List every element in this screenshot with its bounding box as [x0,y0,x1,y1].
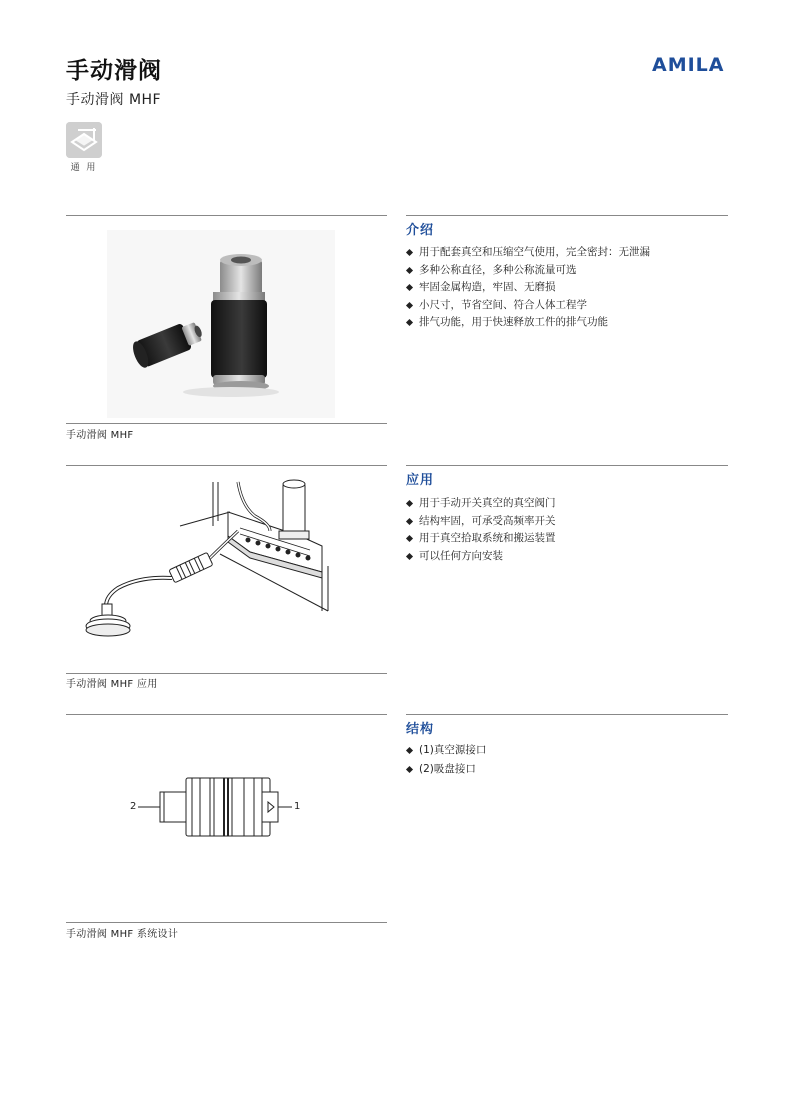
divider [406,465,728,466]
divider [406,215,728,216]
divider [66,714,387,715]
figure-caption: 手动滑阀 MHF 系统设计 [66,929,179,940]
divider [66,423,387,424]
section-heading-application: 应用 [406,473,435,488]
list-item: 多种公称直径，多种公称流量可选 [406,262,650,280]
product-photo [107,230,335,418]
section-heading-intro: 介绍 [406,223,435,238]
list-item: 用于手动开关真空的真空阀门 [406,495,556,513]
list-item: 排气功能，用于快速释放工件的排气功能 [406,314,650,332]
list-item: (1)真空源接口 [406,742,486,761]
general-use-icon [66,122,102,158]
figure-caption: 手动滑阀 MHF 应用 [66,679,158,690]
divider [66,922,387,923]
page-title: 手动滑阀 [66,58,162,84]
divider [66,673,387,674]
figure-caption: 手动滑阀 MHF [66,430,134,441]
list-item: 结构牢固，可承受高频率开关 [406,513,556,531]
brand-logo: AMILA [652,54,725,76]
list-item: 用于配套真空和压缩空气使用，完全密封：无泄漏 [406,244,650,262]
divider [66,215,387,216]
list-item: (2)吸盘接口 [406,761,486,780]
badge-label: 通 用 [70,163,98,173]
list-item: 可以任何方向安装 [406,548,556,566]
feature-list [406,244,650,332]
page-subtitle: 手动滑阀 MHF [66,92,162,108]
list-item: 牢固金属构造，牢固、无磨损 [406,279,650,297]
structure-diagram [128,772,308,842]
divider [406,714,728,715]
structure-list [406,742,486,780]
list-item: 用于真空拾取系统和搬运装置 [406,530,556,548]
list-item: 小尺寸，节省空间、符合人体工程学 [406,297,650,315]
callout-label: 1 [294,801,301,812]
divider [66,465,387,466]
callout-label: 2 [130,801,137,812]
section-heading-structure: 结构 [406,722,435,737]
application-list [406,495,556,565]
application-drawing [70,476,332,646]
